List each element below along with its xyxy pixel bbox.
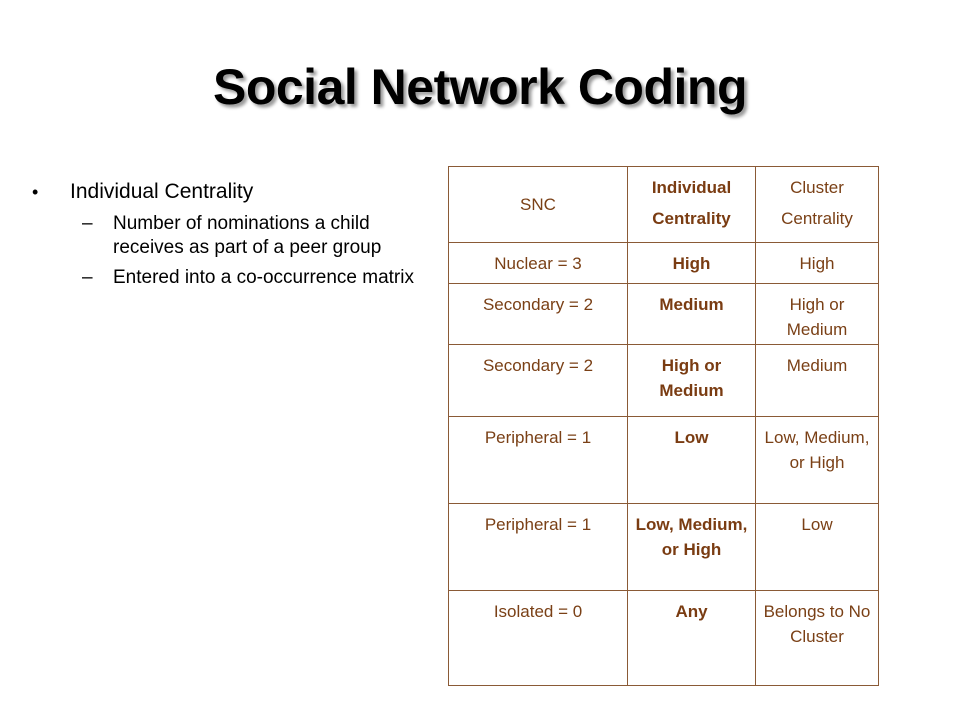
cell-individual: Low — [628, 417, 756, 504]
cell-snc: Isolated = 0 — [449, 591, 628, 686]
table-row — [449, 417, 879, 504]
cell-individual: Low, Medium, or High — [628, 504, 756, 591]
table-row — [449, 504, 879, 591]
slide-title: Social Network Coding — [212, 59, 747, 115]
cell-snc: Secondary = 2 — [449, 345, 628, 417]
table-row — [449, 284, 879, 345]
table-row — [449, 345, 879, 417]
cell-individual: Medium — [628, 284, 756, 345]
sub-bullet-marker: – — [82, 213, 93, 234]
table-header-row — [449, 167, 879, 243]
cell-individual: Any — [628, 591, 756, 686]
cell-cluster: Low, Medium, or High — [756, 417, 879, 504]
header-individual-centrality: Individual Centrality — [628, 167, 756, 243]
cell-cluster: Medium — [756, 345, 879, 417]
sub-bullet-matrix — [82, 266, 437, 290]
bullet-text: Individual Centrality — [70, 180, 254, 203]
sub-bullet-nominations — [82, 212, 437, 260]
cell-snc: Secondary = 2 — [449, 284, 628, 345]
sub-bullet-text: Entered into a co-occurrence matrix — [113, 267, 414, 288]
table-row — [449, 591, 879, 686]
cell-cluster: High — [756, 243, 879, 284]
snc-table — [448, 166, 879, 686]
cell-snc: Nuclear = 3 — [449, 243, 628, 284]
bullet-marker: • — [32, 182, 39, 202]
cell-snc: Peripheral = 1 — [449, 417, 628, 504]
sub-bullet-marker: – — [82, 267, 93, 288]
bullet-list — [32, 178, 437, 296]
table-row — [449, 243, 879, 284]
cell-individual: High — [628, 243, 756, 284]
cell-individual: High or Medium — [628, 345, 756, 417]
cell-cluster: High or Medium — [756, 284, 879, 345]
sub-bullet-text: Number of nominations a child receives as part of a peer group — [113, 213, 382, 258]
cell-cluster: Low — [756, 504, 879, 591]
header-snc: SNC — [449, 167, 628, 243]
cell-cluster: Belongs to No Cluster — [756, 591, 879, 686]
cell-snc: Peripheral = 1 — [449, 504, 628, 591]
header-cluster-centrality: Cluster Centrality — [756, 167, 879, 243]
bullet-item-individual-centrality — [32, 178, 437, 206]
